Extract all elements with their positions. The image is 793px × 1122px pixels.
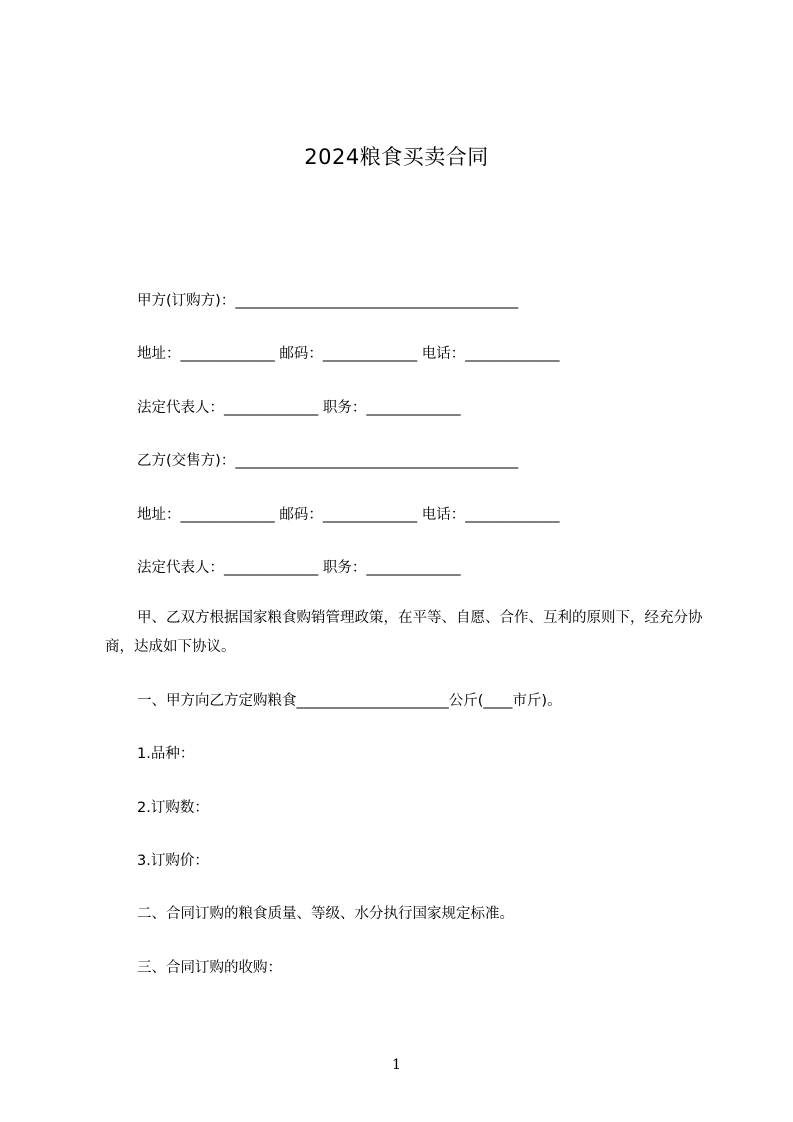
intro-paragraph: 甲、乙双方根据国家粮食购销管理政策，在平等、自愿、合作、互利的原则下，经充分协商，达成如下协议。 [105,610,703,655]
clause-1-item-variety: 1.品种： [137,746,195,762]
clause-1-item-quantity: 2.订购数： [137,800,209,816]
party-b-name-line: 乙方(交售方)：_______________________________________ [137,453,519,469]
clause-1-item-price: 3.订购价： [137,853,209,869]
party-a-representative-line: 法定代表人：_____________ 职务：_____________ [137,400,461,416]
party-b-representative-line: 法定代表人：_____________ 职务：_____________ [137,560,461,576]
party-a-contact-line: 地址：_____________ 邮码：_____________ 电话：_____________ [137,346,560,362]
clause-3: 三、合同订购的收购： [137,960,282,976]
party-a-name-line: 甲方(订购方)：_______________________________________ [137,293,519,309]
party-b-contact-line: 地址：_____________ 邮码：_____________ 电话：_____________ [137,507,560,523]
document-title: 2024粮食买卖合同 [304,145,489,169]
page-number: 1 [392,1057,401,1073]
clause-1: 一、甲方向乙方定购粮食_____________________公斤(____市斤)。 [137,693,562,709]
clause-2: 二、合同订购的粮食质量、等级、水分执行国家规定标准。 [137,906,514,922]
